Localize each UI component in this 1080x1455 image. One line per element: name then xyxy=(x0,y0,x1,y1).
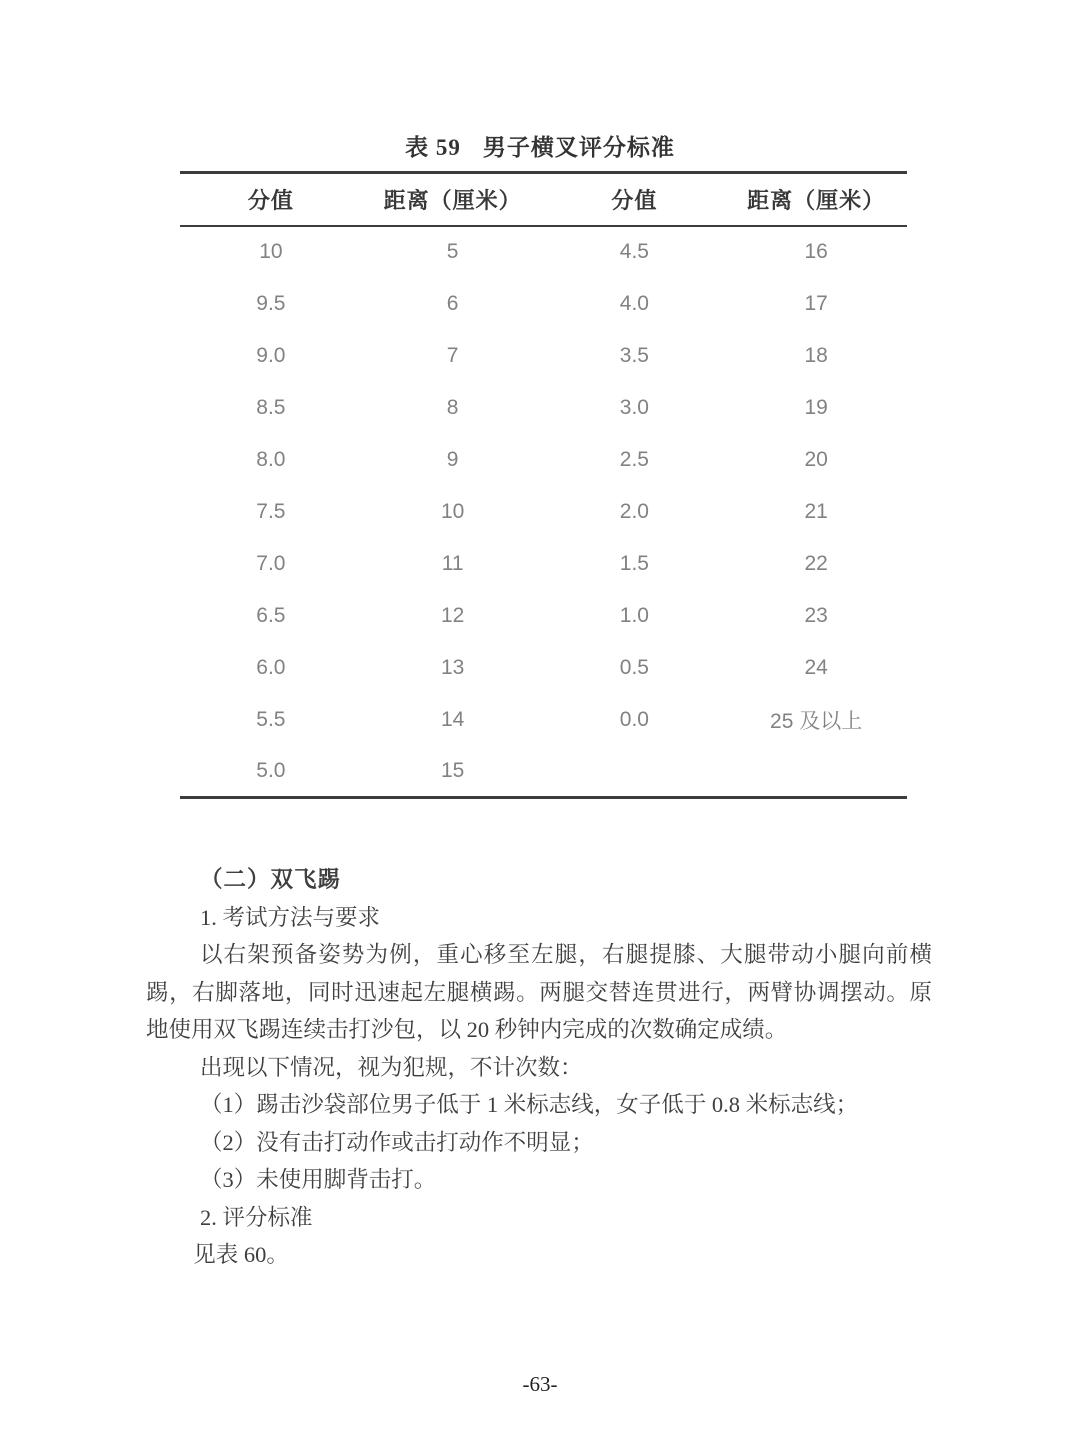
table-cell: 4.0 xyxy=(619,291,649,315)
table-row xyxy=(180,642,907,694)
table-cell: 8.5 xyxy=(256,395,286,419)
foul-item-1: （1）踢击沙袋部位男子低于 1 米标志线，女子低于 0.8 米标志线； xyxy=(200,1092,859,1117)
foul-item-3: （3）未使用脚背击打。 xyxy=(200,1167,437,1192)
table-cell: 8 xyxy=(446,395,459,419)
column-header-score-1: 分值 xyxy=(180,173,362,226)
table-row xyxy=(180,590,907,642)
table-cell: 9.0 xyxy=(256,343,286,367)
foul-item-2: （2）没有击打动作或击打动作不明显； xyxy=(200,1129,594,1155)
column-header-distance-2: 距离（厘米） xyxy=(725,173,907,226)
table-cell: 22 xyxy=(804,551,828,575)
table-cell: 3.5 xyxy=(619,343,649,367)
table-cell: 6 xyxy=(446,291,459,315)
page-number: -63- xyxy=(522,1372,558,1396)
table-cell: 4.5 xyxy=(619,240,649,263)
table-row xyxy=(180,382,907,434)
table-cell: 12 xyxy=(440,603,465,627)
body-text xyxy=(146,861,932,1274)
subsection-method-title: 1. 考试方法与要求 xyxy=(200,904,381,930)
table-cell: 24 xyxy=(804,655,828,679)
table-row xyxy=(180,486,907,538)
table-cell: 3.0 xyxy=(619,395,649,419)
table-cell: 19 xyxy=(804,395,828,419)
table-cell: 10 xyxy=(440,499,465,523)
score-table-body xyxy=(180,226,907,798)
column-header-score-2: 分值 xyxy=(544,173,726,226)
paragraph-fouls-intro: 出现以下情况，视为犯规，不计次数： xyxy=(200,1054,583,1080)
table-cell: 10 xyxy=(259,240,283,263)
table-cell: 5 xyxy=(446,240,459,263)
table-cell: 7 xyxy=(446,343,459,367)
table-row xyxy=(180,434,907,486)
table-cell: 21 xyxy=(804,499,828,523)
table-cell: 11 xyxy=(441,551,464,575)
table-cell: 17 xyxy=(804,291,828,315)
table-cell: 2.0 xyxy=(619,499,649,523)
table-cell: 1.5 xyxy=(619,551,649,575)
table-cell: 15 xyxy=(440,758,465,782)
table-row xyxy=(180,330,907,382)
column-header-distance-1: 距离（厘米） xyxy=(362,173,544,226)
table-cell: 1.0 xyxy=(619,603,649,627)
table-cell: 0.0 xyxy=(619,707,649,731)
table-row xyxy=(180,746,907,798)
table-caption xyxy=(0,0,1080,163)
paragraph-method: 以右架预备姿势为例，重心移至左腿，右腿提膝、大腿带动小腿向前横踢，右脚落地，同时迅速起左腿横踢。两腿交替连贯进行，两臂协调摆动。原地使用双飞踢连续击打沙包，以 20 秒钟内完成的次数确定成绩。 xyxy=(146,942,932,1042)
table-cell: 5.0 xyxy=(256,758,286,782)
table-cell: 0.5 xyxy=(619,655,649,679)
subsection-scoring-title: 2. 评分标准 xyxy=(200,1204,313,1230)
table-row xyxy=(180,278,907,330)
table-cell: 6.5 xyxy=(256,603,286,627)
table-cell: 8.0 xyxy=(256,447,286,471)
table-cell xyxy=(725,746,907,798)
table-cell: 14 xyxy=(440,707,465,731)
table-cell: 2.5 xyxy=(619,447,649,471)
table-row xyxy=(180,694,907,746)
table-cell: 5.5 xyxy=(256,707,286,731)
table-caption-title: 男子横叉评分标准 xyxy=(482,135,675,160)
table-header-row xyxy=(180,173,907,226)
table-caption-label: 表 59 xyxy=(405,135,461,160)
table-cell: 18 xyxy=(804,343,828,367)
table-cell: 25 及以上 xyxy=(770,709,863,733)
score-table xyxy=(180,171,907,799)
table-cell: 7.5 xyxy=(256,499,286,523)
table-cell: 20 xyxy=(804,447,828,471)
table-cell: 9.5 xyxy=(256,291,286,315)
table-cell xyxy=(544,746,726,798)
table-row xyxy=(180,226,907,278)
table-cell: 9 xyxy=(446,447,459,471)
table-cell: 7.0 xyxy=(256,551,286,575)
table-cell: 13 xyxy=(440,655,465,679)
table-cell: 6.0 xyxy=(256,655,286,679)
table-row xyxy=(180,538,907,590)
table-cell: 23 xyxy=(804,603,828,627)
table-cell: 16 xyxy=(804,240,828,263)
see-table-note: 见表 60。 xyxy=(193,1242,289,1267)
section-heading: （二）双飞踢 xyxy=(200,867,342,892)
